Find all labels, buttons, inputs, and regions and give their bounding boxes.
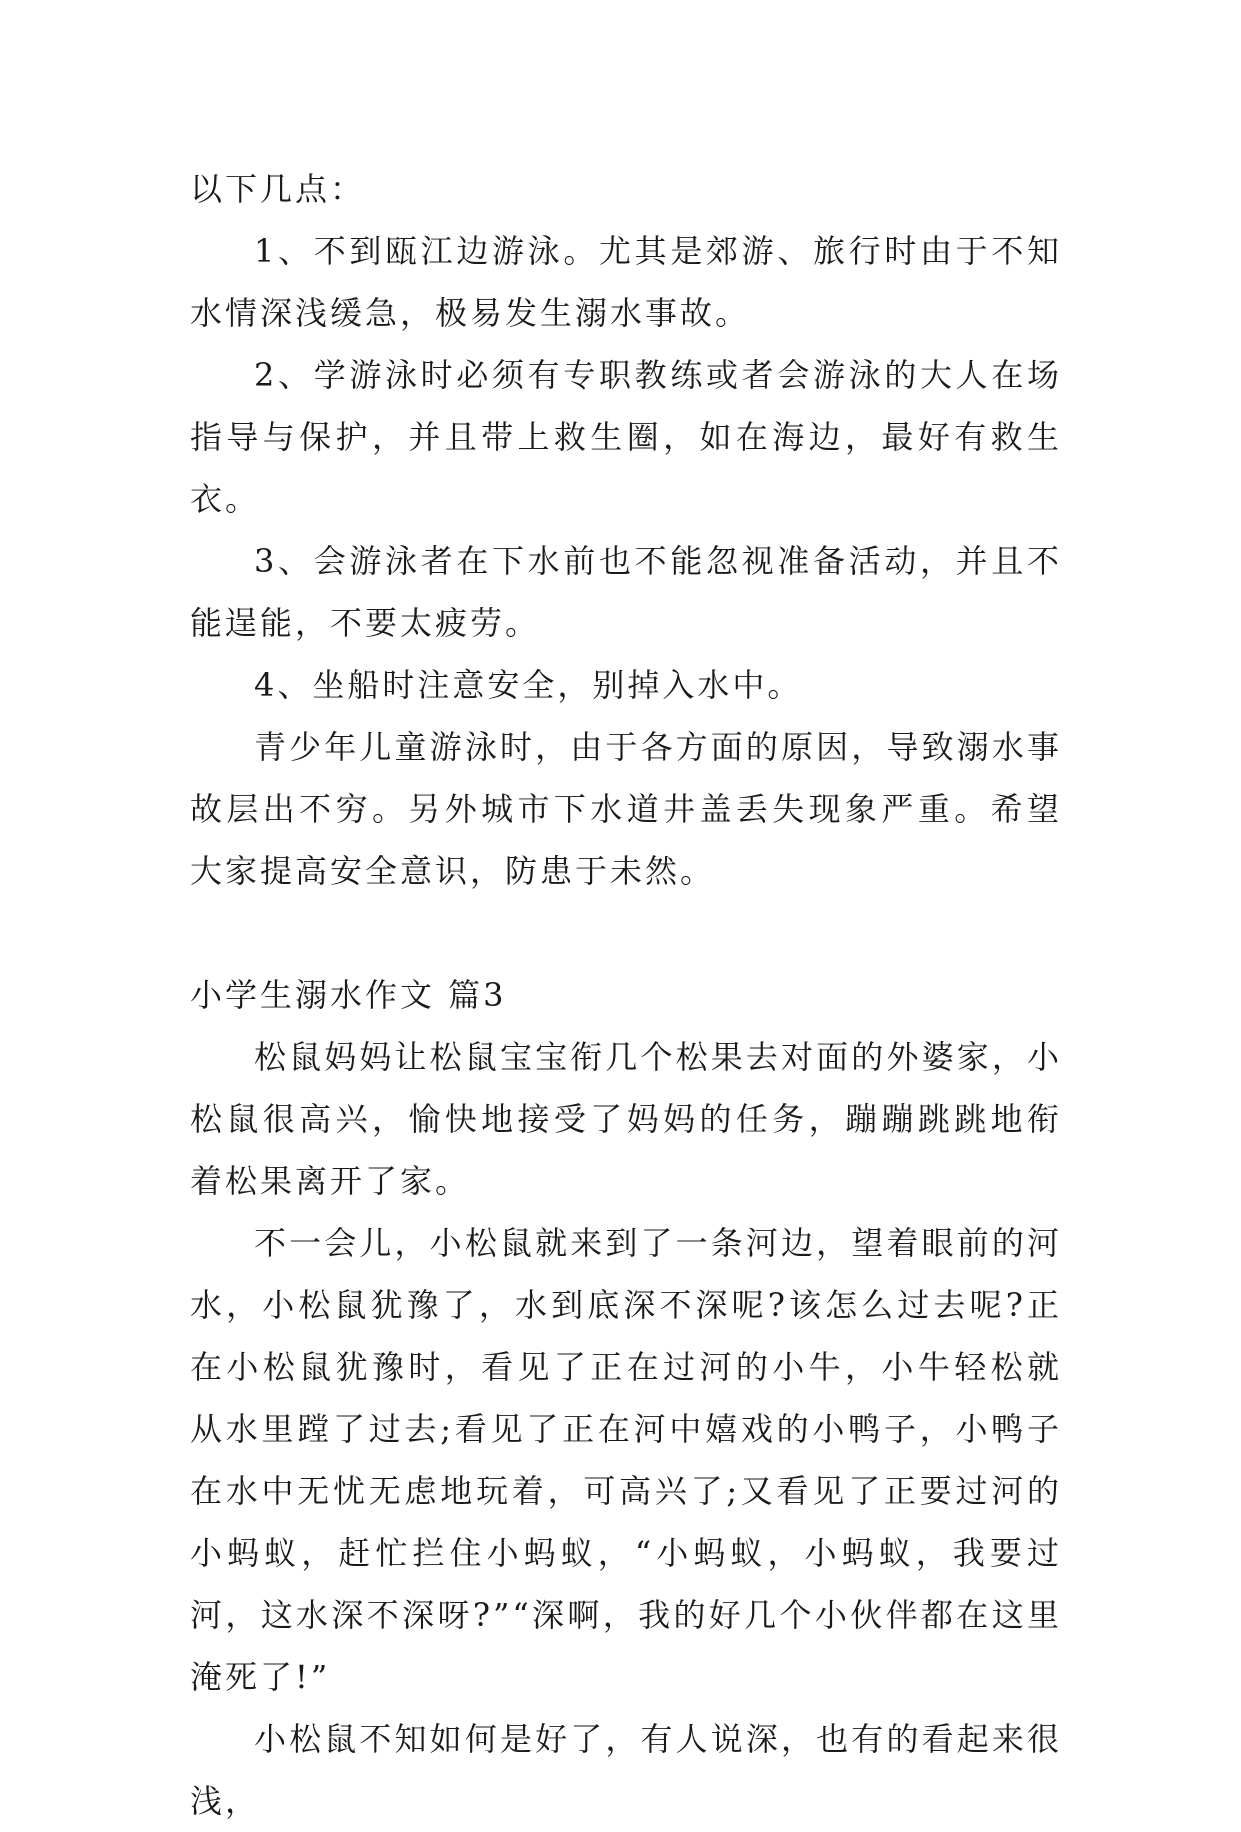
- paragraph-rule-3: 3、会游泳者在下水前也不能忽视准备活动，并且不能逞能，不要太疲劳。: [190, 542, 1062, 642]
- document-body: [190, 158, 1062, 1832]
- paragraph-intro: 以下几点：: [190, 170, 366, 208]
- paragraph-rule-1: 1、不到瓯江边游泳。尤其是郊游、旅行时由于不知水情深浅缓急，极易发生溺水事故。: [190, 232, 1062, 332]
- paragraph-rule-4: 4、坐船时注意安全，别掉入水中。: [254, 666, 803, 704]
- section-title: 小学生溺水作文 篇3: [190, 976, 507, 1014]
- paragraph-rule-2: 2、学游泳时必须有专职教练或者会游泳的大人在场指导与保护，并且带上救生圈，如在海边，最好有救生衣。: [190, 356, 1062, 518]
- paragraph-story-1: 松鼠妈妈让松鼠宝宝衔几个松果去对面的外婆家，小松鼠很高兴，愉快地接受了妈妈的任务，蹦蹦跳跳地衔着松果离开了家。: [190, 1038, 1062, 1200]
- paragraph-story-3: 小松鼠不知如何是好了，有人说深，也有的看起来很浅，: [190, 1720, 1062, 1820]
- paragraph-story-2: 不一会儿，小松鼠就来到了一条河边，望着眼前的河水，小松鼠犹豫了，水到底深不深呢?该怎么过去呢?正在小松鼠犹豫时，看见了正在过河的小牛，小牛轻松就从水里蹚了过去;看见了正在河中嬉戏的小鸭子，小鸭子在水中无忧无虑地玩着，可高兴了;又看见了正要过河的小蚂蚁，赶忙拦住小蚂蚁，“小蚂蚁，小蚂蚁，我要过河，这水深不深呀?”“深啊，我的好几个小伙伴都在这里淹死了!”: [190, 1224, 1062, 1696]
- paragraph-conclusion: 青少年儿童游泳时，由于各方面的原因，导致溺水事故层出不穷。另外城市下水道井盖丢失现象严重。希望大家提高安全意识，防患于未然。: [190, 728, 1062, 890]
